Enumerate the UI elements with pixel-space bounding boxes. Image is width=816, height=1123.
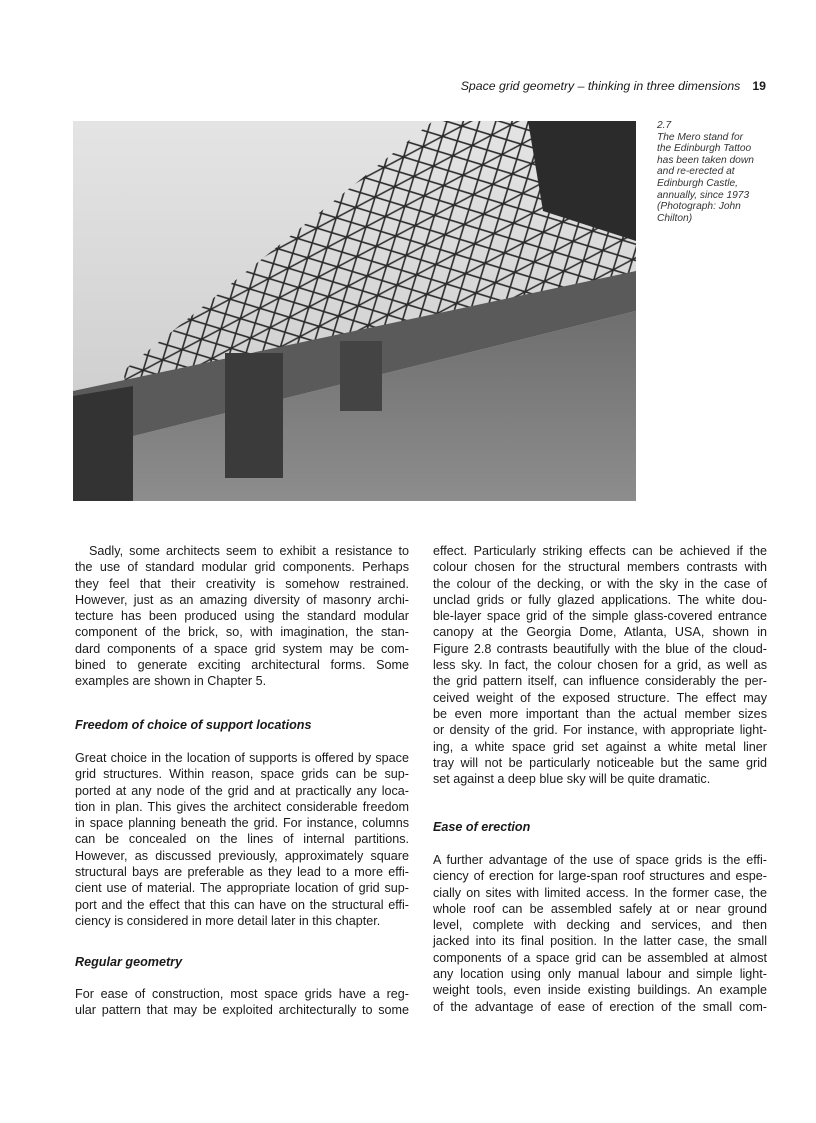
text-line: structural bays are preferable as they lead to a more effi- — [75, 865, 409, 880]
text-line: cient use of material. The appropriate location of grid sup- — [75, 881, 409, 896]
text-line: effect. Particularly striking effects can be achieved if the — [433, 544, 767, 558]
text-line: component of the brick, so, with imagination, the stan- — [75, 625, 409, 640]
section-heading-regular-geometry: Regular geometry — [75, 955, 183, 969]
caption-line: Chilton) — [657, 212, 693, 224]
text-line: However, as discussed previously, approximately square — [75, 848, 409, 863]
text-line: tecture has been produced using the standard modular — [75, 609, 409, 624]
figure-photo-mero-stand — [73, 121, 636, 501]
text-line: or density of the grid. For instance, with appropriate light- — [433, 723, 767, 738]
right-para-2 — [433, 852, 767, 1015]
figure-number: 2.7 — [657, 120, 672, 131]
running-head-title: Space grid geometry – thinking in three dimensions — [460, 79, 741, 93]
text-line: grid structures. Within reason, space grids can be sup- — [75, 767, 409, 782]
caption-line: the Edinburgh Tattoo — [657, 143, 752, 155]
running-head — [461, 79, 766, 93]
text-line: jacked into its final position. In the latter case, the small — [433, 934, 767, 949]
text-line: in space planning beneath the grid. For instance, columns — [75, 816, 409, 831]
text-line: ble-layer space grid of the simple glass-covered entrance — [433, 609, 767, 624]
left-para-3 — [75, 986, 409, 1019]
text-line: they feel that their creativity is somehow restrained. — [75, 576, 409, 591]
text-line: ciency is considered in more detail later in this chapter. — [75, 913, 381, 928]
section-heading-support-locations: Freedom of choice of support locations — [75, 718, 312, 732]
text-line: ciency of erection for large-span roof structures and espe- — [433, 869, 767, 884]
text-line: whole roof can be assembled safely at or near ground — [433, 901, 767, 916]
text-line: examples are shown in Chapter 5. — [75, 674, 267, 689]
text-line: For ease of construction, most space grids have a reg- — [75, 987, 409, 1001]
text-line: any location using only manual labour and simple light- — [433, 967, 767, 982]
text-line: be even more important than the actual member sizes — [433, 706, 767, 721]
text-line: cially on sites with limited access. In the former case, the — [433, 885, 767, 900]
left-para-2 — [75, 750, 409, 929]
caption-line: The Mero stand for — [657, 131, 744, 143]
text-line: Sadly, some architects seem to exhibit a resistance to — [89, 544, 409, 558]
text-line: ular pattern that may be exploited architecturally to some — [75, 1003, 409, 1018]
text-line: tray will not be particularly noticeable but the same grid — [433, 755, 767, 770]
text-line: Great choice in the location of supports is offered by space — [75, 751, 409, 765]
page-number: 19 — [752, 79, 766, 93]
text-line: tion in plan. This gives the architect considerable freedom — [75, 799, 409, 814]
text-line: A further advantage of the use of space grids is the effi- — [433, 853, 767, 867]
text-line: unclad grids or fully glazed applications. The white dou- — [433, 592, 767, 607]
text-line: can be concealed on the lines of internal partitions. — [75, 832, 409, 847]
text-line: ported at any node of the grid and at practically any loca- — [75, 783, 409, 798]
figure-caption-text — [657, 132, 777, 225]
text-line: the use of standard modular grid components. Perhaps — [75, 560, 409, 575]
text-line: the grid pattern itself, can influence considerably the per- — [433, 674, 767, 689]
text-line: ing, a white space grid set against a white metal liner — [433, 739, 767, 754]
section-heading-ease-of-erection: Ease of erection — [433, 820, 531, 834]
caption-line: (Photograph: John — [657, 201, 741, 213]
left-para-1 — [75, 543, 409, 690]
caption-line: and re-erected at — [657, 166, 735, 178]
text-line: level, complete with decking and services, and then — [433, 918, 767, 933]
text-line: port and the effect that this can have on the structural effi- — [75, 897, 409, 912]
caption-line: annually, since 1973 — [657, 189, 750, 201]
text-line: canopy at the Georgia Dome, Atlanta, USA, shown in — [433, 625, 767, 640]
text-line: of the advantage of ease of erection of the small com- — [433, 999, 767, 1014]
text-line: Figure 2.8 contrasts beautifully with the blue of the cloud- — [433, 641, 767, 656]
text-line: dard components of a space grid system may be com- — [75, 641, 409, 656]
right-para-1 — [433, 543, 767, 787]
caption-line: Edinburgh Castle, — [657, 177, 738, 189]
text-line: colour chosen for the structural members contrasts with — [433, 560, 767, 575]
text-line: However, just as an amazing diversity of masonry archi- — [75, 592, 409, 607]
caption-line: has been taken down — [657, 154, 754, 166]
text-line: bined to generate exciting architectural forms. Some — [75, 658, 409, 673]
text-line: components of a space grid can be assembled at almost — [433, 950, 767, 965]
text-line: set against a deep blue sky will be quite dramatic. — [433, 772, 711, 787]
figure-caption — [657, 120, 777, 224]
text-line: less sky. In fact, the colour chosen for a grid, as well as — [433, 658, 767, 673]
text-line: the colour of the decking, or with the sky in the case of — [433, 576, 767, 591]
text-line: ceived weight of the exposed structure. The effect may — [433, 690, 767, 705]
text-line: weight tools, even inside existing buildings. An example — [433, 983, 767, 998]
